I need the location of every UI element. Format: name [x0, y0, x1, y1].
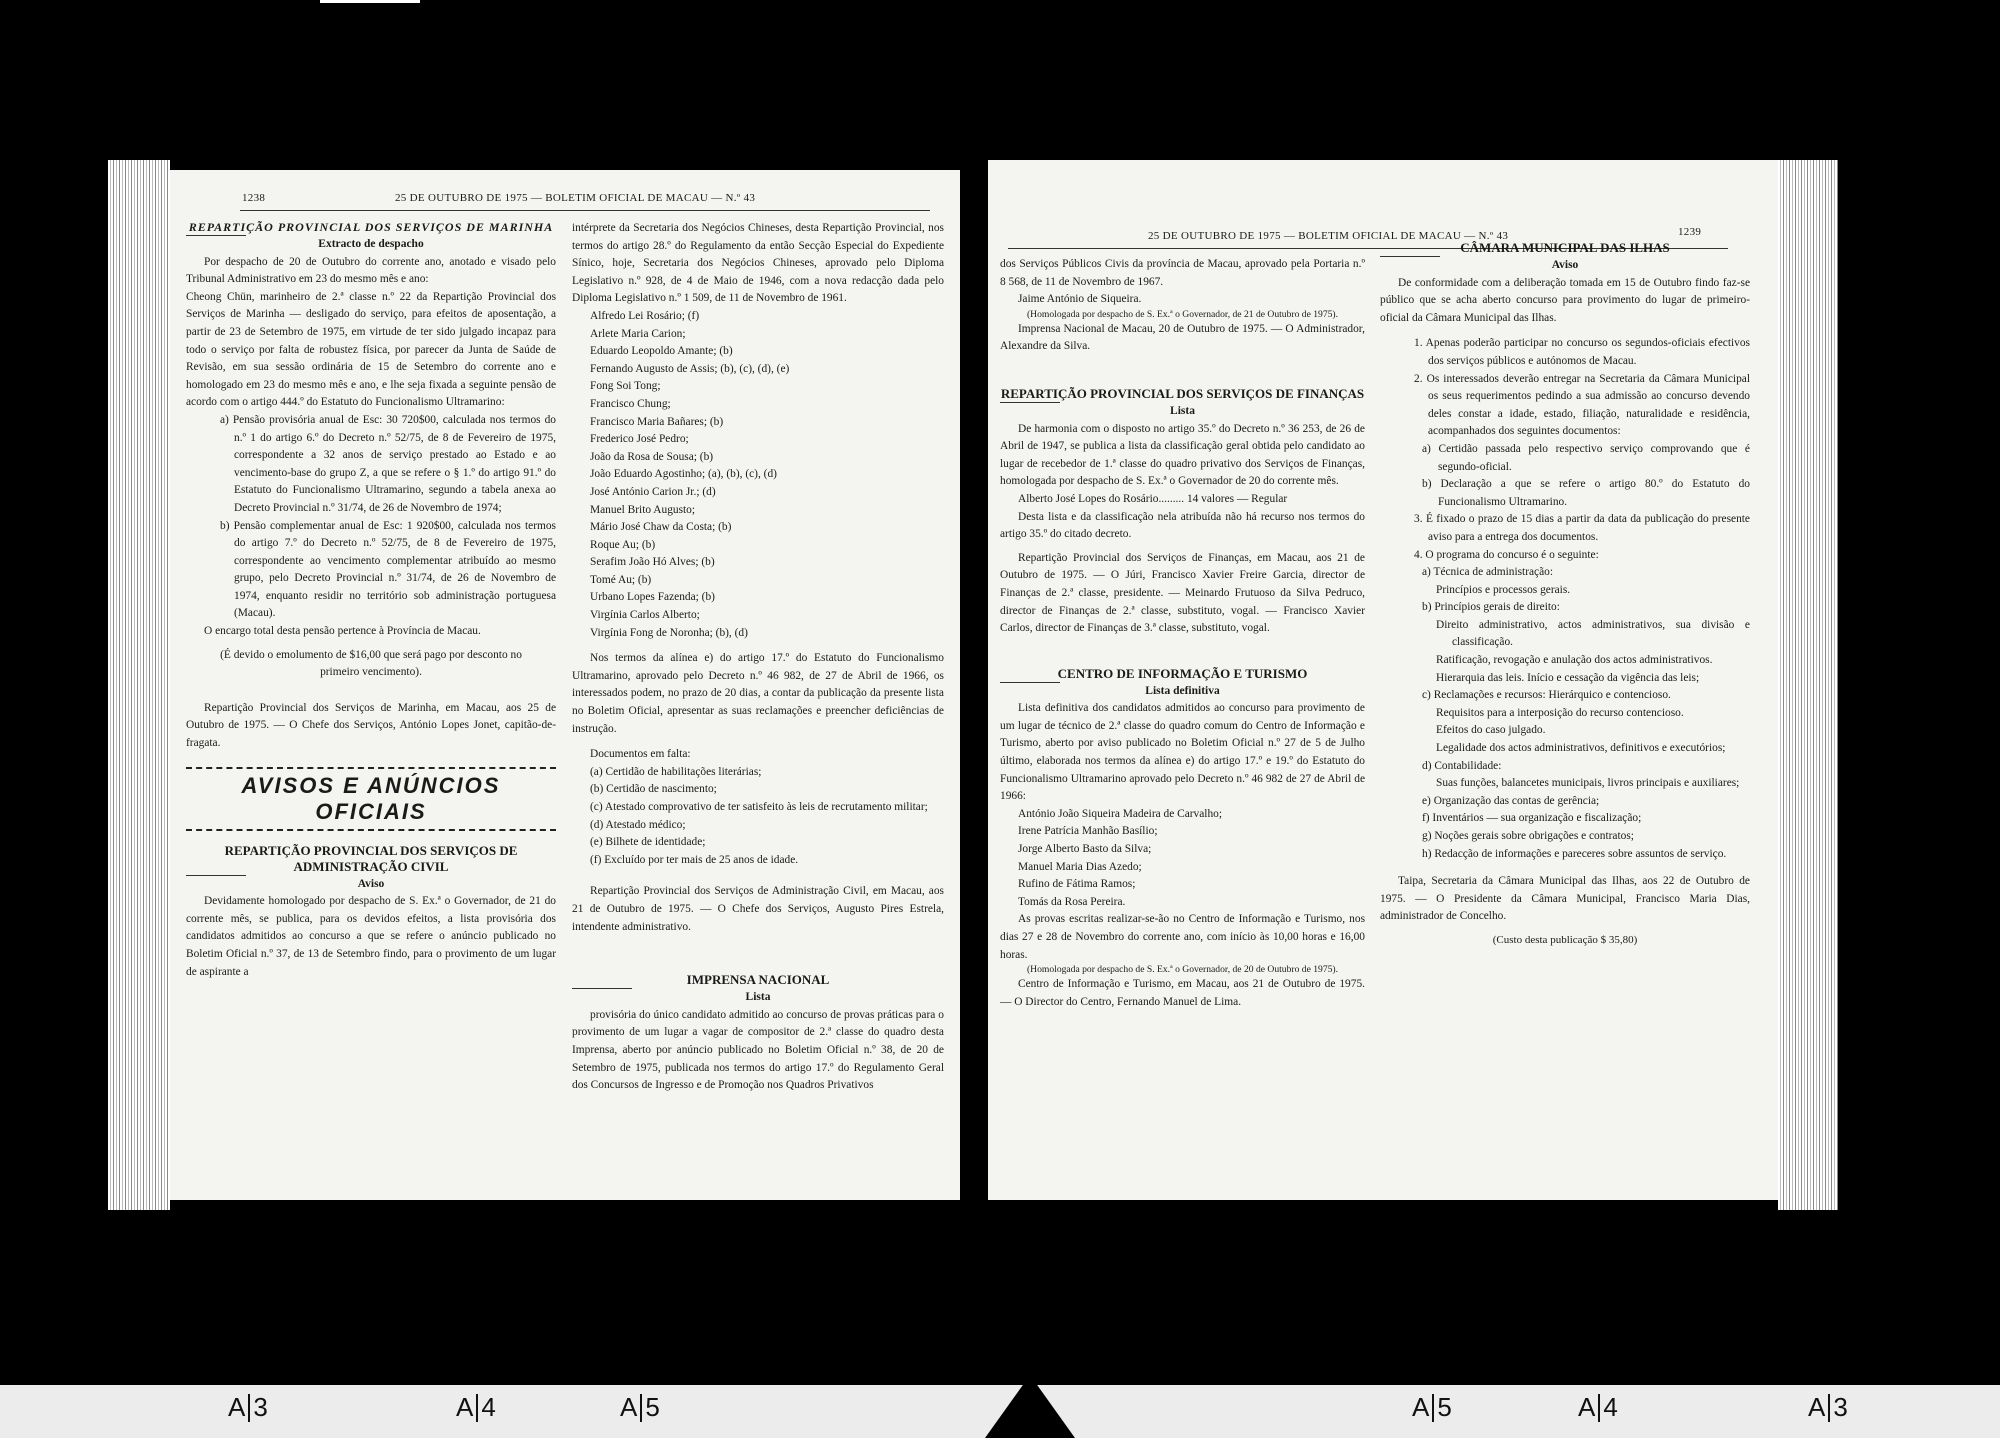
- list-item: (c) Atestado comprovativo de ter satisfeito às leis de recrutamento militar;: [590, 801, 928, 813]
- list-item: Serafim João Hó Alves; (b): [590, 556, 715, 569]
- paragraph: (É devido o emolumento de $16,00 que será pago por desconto no primeiro vencimento).: [220, 648, 522, 679]
- list-item: João da Rosa de Sousa; (b): [590, 450, 714, 463]
- paragraph: dos Serviços Públicos Civis da província de Macau, aprovado pela Portaria n.º 8 568, de 11 de Novembro de 1967.: [1000, 258, 1365, 288]
- list-item: a) Pensão provisória anual de Esc: 30 720$00, calculada nos termos do n.º 1 do artigo 6.º do Decreto n.º 52/75, de 8 de Fevereiro de 1975, correspondente a 32 anos de serviço prestado ao Estado e ao vencimento-base do grupo Z, a que se refere o § 1.º do artigo 91.º do Estatuto do Funcionalismo Ultramarino, segundo a tabela anexa ao Decreto Provincial n.º 31/74, de 26 de Novembro de 1974;: [220, 413, 556, 514]
- section-title: REPARTIÇÃO PROVINCIAL DOS SERVIÇOS DE FINANÇAS: [1000, 385, 1365, 401]
- list-item: Efeitos do caso julgado.: [1436, 724, 1546, 737]
- list-item: b) Declaração a que se refere o artigo 80.º do Estatuto do Funcionalismo Ultramarino.: [1422, 478, 1750, 508]
- list-item: Rufino de Fátima Ramos;: [1018, 878, 1136, 891]
- signature: Imprensa Nacional de Macau, 20 de Outubro de 1975. — O Administrador, Alexandre da Silva.: [1000, 322, 1365, 353]
- right-page: [988, 160, 1778, 1200]
- signature: Repartição Provincial dos Serviços de Marinha, em Macau, aos 25 de Outubro de 1975. — O Chefe dos Serviços, António Lopes Jonet, capitão-de-fragata.: [186, 701, 556, 750]
- list-item: Francisco Maria Bañares; (b): [590, 415, 724, 428]
- list-item: e) Organização das contas de gerência;: [1422, 794, 1600, 807]
- frame-marker: A 4: [456, 1392, 496, 1422]
- paragraph: O encargo total desta pensão pertence à Província de Macau.: [204, 625, 481, 638]
- paragraph: Cheong Chün, marinheiro de 2.ª classe n.º 22 da Repartição Provincial dos Serviços de Marinha — desligado do serviço, para efeitos de aposentação, a partir de 23 de Setembro de 1975, em virtude de ter sido julgado incapaz para todo o serviço por falta de robustez física, por parecer da Junta de Saúde de Revisão, em sua sessão ordinária de 15 de Setembro do corrente ano e homologado em 23 do mesmo mês e ano, e lhe seja fixada a seguinte pensão de acordo com o artigo 444.º do Estatuto do Funcionalismo Ultramarino:: [186, 290, 556, 409]
- paragraph: intérprete da Secretaria dos Negócios Chineses, desta Repartição Provincial, nos termos do artigo 28.º do Regulamento da então Secção Especial do Expediente Sínico, hoje, Secretaria dos Negócios Chineses, aprovado pelo Diploma Legislativo n.º 928, de 4 de Maio de 1946, com a nova redacção dada pelo Diploma Legislativo n.º 1 509, de 11 de Novembro de 1961.: [572, 222, 944, 305]
- section-title: CENTRO DE INFORMAÇÃO E TURISMO: [1057, 665, 1308, 681]
- page-number-left: 1238: [242, 192, 266, 204]
- right-column-2: [1380, 240, 1750, 950]
- paragraph: As provas escritas realizar-se-ão no Centro de Informação e Turismo, nos dias 27 e 28 de Novembro do corrente ano, com início às 10,00 horas e 16,00 horas.: [1000, 913, 1365, 961]
- list-item: Suas funções, balancetes municipais, livros principais e auxiliares;: [1436, 777, 1740, 790]
- frame-marker: A 3: [1808, 1392, 1848, 1422]
- list-item: (b) Certidão de nascimento;: [590, 783, 717, 796]
- list-item: José António Carion Jr.; (d): [590, 485, 716, 498]
- list-item: Princípios e processos gerais.: [1436, 583, 1571, 596]
- list-item: Tomé Au; (b): [590, 573, 652, 586]
- paragraph: De conformidade com a deliberação tomada em 15 de Outubro findo faz-se público que se acha aberto concurso para provimento do lugar de primeiro-oficial da Câmara Municipal das Ilhas.: [1380, 276, 1750, 324]
- right-page-edge: [1778, 160, 1838, 1210]
- header-rule: [240, 210, 930, 211]
- frame-marker: A 5: [620, 1392, 660, 1422]
- list-item: Tomás da Rosa Pereira.: [1018, 895, 1126, 908]
- list-item: Arlete Maria Carion;: [590, 327, 686, 340]
- binding-hole: [966, 590, 982, 606]
- paragraph: Lista definitiva dos candidatos admitidos ao concurso para provimento de um lugar de técnico de 2.ª classe do quadro comum do Centro de Informação e Turismo, aberto por aviso publicado no Boletim Oficial n.º 27 de 5 de Julho último, elaborada nos termos da alínea e) do artigo 17.º e 19.º do Estatuto do Funcionalismo Ultramarino aprovado pelo Decreto n.º 46 982 de 27 de Abril de 1966:: [1000, 702, 1365, 803]
- section-subtitle: Aviso: [357, 877, 385, 890]
- left-page-edge: [108, 160, 170, 1210]
- spine-shadow: [985, 1375, 1075, 1438]
- name: Jaime António de Siqueira.: [1018, 293, 1142, 306]
- left-page: [170, 170, 960, 1200]
- paragraph: Nos termos da alínea e) do artigo 17.º do Estatuto do Funcionalismo Ultramarino, aprovado pelo Decreto n.º 46 982, de 27 de Abril de 1966, os interessados podem, no prazo de 20 dias, a contar da publicação da presente lista no Boletim Oficial, apresentar as suas reclamações e preencher deficiências de instrução.: [572, 652, 944, 735]
- list-item: Frederico José Pedro;: [590, 433, 689, 446]
- signature: Taipa, Secretaria da Câmara Municipal das Ilhas, aos 22 de Outubro de 1975. — O Presidente da Câmara Municipal, Francisco Maria Dias, administrador de Concelho.: [1380, 875, 1750, 923]
- list-item: d) Contabilidade:: [1422, 759, 1502, 772]
- list-item: João Eduardo Agostinho; (a), (b), (c), (d): [590, 468, 777, 481]
- section-title: IMPRENSA NACIONAL: [686, 972, 830, 988]
- note: (Homologada por despacho de S. Ex.ª o Governador, de 21 de Outubro de 1975).: [1026, 308, 1339, 320]
- list-item: Mário José Chaw da Costa; (b): [590, 521, 732, 534]
- section-subtitle: Lista: [1170, 404, 1195, 417]
- left-column-2: [572, 220, 944, 1095]
- list-item: 4. O programa do concurso é o seguinte:: [1414, 548, 1599, 561]
- section-title: CÂMARA MUNICIPAL DAS ILHAS: [1460, 240, 1670, 255]
- paragraph: De harmonia com o disposto no artigo 35.º do Decreto n.º 36 253, de 26 de Abril de 1947, se publica a lista da classificação geral obtida pelo candidato ao lugar de recebedor de 1.ª classe do quadro privativo dos Serviços de Finanças, homologada por despacho de S. Ex.ª o Governador de 20 do corrente mês.: [1000, 422, 1365, 488]
- paragraph: provisória do único candidato admitido ao concurso de provas práticas para o provimento de um lugar a vagar de compositor de 2.ª classe do quadro desta Imprensa, aberto por anúncio publicado no Boletim Oficial n.º 38, de 20 de Setembro de 1975, publicada nos termos do artigo 17.º do Regulamento Geral dos Concursos de Ingresso e de Promoção nos Quadros Privativos: [572, 1008, 944, 1092]
- frame-marker: A 3: [228, 1392, 268, 1422]
- dash-rule: [186, 829, 556, 831]
- list-item: (f) Excluído por ter mais de 25 anos de idade.: [590, 853, 799, 866]
- list-item: f) Inventários — sua organização e fiscalização;: [1422, 812, 1642, 825]
- list-item: Urbano Lopes Fazenda; (b): [590, 591, 715, 604]
- page-number-right: 1239: [1678, 226, 1702, 238]
- list-item: Manuel Brito Augusto;: [590, 503, 696, 516]
- section-subtitle: Lista: [745, 991, 771, 1004]
- paragraph: Desta lista e da classificação nela atribuída não há recurso nos termos do artigo 35.º do citado decreto.: [1000, 510, 1365, 541]
- list-item: (d) Atestado médico;: [590, 818, 686, 831]
- list-item: Fernando Augusto de Assis; (b), (c), (d), (e): [590, 362, 790, 375]
- list-item: Manuel Maria Dias Azedo;: [1018, 860, 1142, 873]
- list-item: b) Princípios gerais de direito:: [1422, 601, 1560, 614]
- list-item: Ratificação, revogação e anulação dos actos administrativos.: [1436, 654, 1713, 667]
- section-title: REPARTIÇÃO PROVINCIAL DOS SERVIÇOS DE ADMINISTRAÇÃO CIVIL: [224, 842, 518, 874]
- docs-list: [572, 764, 944, 870]
- binding-hole: [966, 245, 982, 261]
- frame-marker: A 5: [1412, 1392, 1452, 1422]
- running-head-left: 25 DE OUTUBRO DE 1975 — BOLETIM OFICIAL DE MACAU — N.º 43: [395, 192, 756, 204]
- candidate-list: [1000, 806, 1365, 912]
- list-item: g) Noções gerais sobre obrigações e contratos;: [1422, 830, 1634, 842]
- binding-hole: [966, 890, 982, 906]
- signature: Centro de Informação e Turismo, em Macau, aos 21 de Outubro de 1975. — O Director do Centro, Fernando Manuel de Lima.: [1000, 978, 1365, 1008]
- list-item: Requisitos para a interposição do recurso contencioso.: [1436, 706, 1684, 719]
- list-item: Legalidade dos actos administrativos, definitivos e executórios;: [1436, 742, 1726, 755]
- list-item: 3. É fixado o prazo de 15 dias a partir da data da publicação do presente aviso para a entrega dos documentos.: [1414, 513, 1750, 543]
- list-item: Francisco Chung;: [590, 397, 671, 410]
- list-item: 1. Apenas poderão participar no concurso os segundos-oficiais efectivos dos serviços públicos e autónomos de Macau.: [1414, 337, 1750, 367]
- list-item: Fong Soi Tong;: [590, 380, 661, 393]
- list-item: Eduardo Leopoldo Amante; (b): [590, 345, 733, 358]
- film-scratch: [320, 0, 420, 3]
- docs-title: Documentos em falta:: [590, 748, 691, 761]
- list-item: Irene Patrícia Manhão Basílio;: [1018, 825, 1158, 838]
- signature: Repartição Provincial dos Serviços de Finanças, em Macau, aos 21 de Outubro de 1975. — O Júri, Francisco Xavier Freire Garcia, director de Finanças de 2.ª classe, presidente. — Meinardo Frutuoso da Silva Pedruco, director de Finanças de 2.ª classe, substituto, vogal. — Francisco Xavier Carlos, director de Finanças de 3.ª classe, substituto, vogal.: [1000, 551, 1365, 635]
- section-title: REPARTIÇÃO PROVINCIAL DOS SERVIÇOS DE MARINHA: [188, 220, 554, 234]
- list-item: Roque Au; (b): [590, 538, 656, 551]
- paragraph: Devidamente homologado por despacho de S. Ex.ª o Governador, de 21 do corrente mês, se publica, para os devidos efeitos, a lista provisória dos candidatos admitidos ao concurso a que se refere o anúncio publicado no Boletim Oficial n.º 37, de 13 de Setembro findo, para o provimento de um lugar de aspirante a: [186, 895, 556, 978]
- paragraph: Alberto José Lopes do Rosário......... 14 valores — Regular: [1018, 492, 1288, 505]
- frame-marker: A 4: [1578, 1392, 1618, 1422]
- list-item: a) Técnica de administração:: [1422, 566, 1554, 579]
- section-subtitle: Lista definitiva: [1145, 684, 1220, 697]
- section-subtitle: Extracto de despacho: [318, 238, 424, 250]
- list-item: (e) Bilhete de identidade;: [590, 836, 706, 849]
- list-item: h) Redacção de informações e pareceres sobre assuntos de serviço.: [1422, 847, 1727, 860]
- paragraph: Por despacho de 20 de Outubro do corrente ano, anotado e visado pelo Tribunal Administrativo em 23 do mesmo mês e ano:: [186, 255, 556, 286]
- section-subtitle: Aviso: [1551, 259, 1579, 271]
- note: (Homologada por despacho de S. Ex.ª o Governador, de 20 de Outubro de 1975).: [1026, 964, 1339, 976]
- list-item: c) Reclamações e recursos: Hierárquico e contencioso.: [1422, 689, 1671, 702]
- dash-rule: [186, 767, 556, 769]
- running-head-right: 25 DE OUTUBRO DE 1975 — BOLETIM OFICIAL DE MACAU — N.º 43: [1148, 230, 1509, 242]
- publication-cost: (Custo desta publicação $ 35,80): [1492, 933, 1638, 946]
- candidate-list: [572, 308, 944, 642]
- list-item: a) Certidão passada pelo respectivo serviço comprovando que é segundo-oficial.: [1422, 442, 1750, 473]
- right-column-1: [1000, 256, 1365, 1011]
- list-item: Virgínia Carlos Alberto;: [590, 609, 700, 622]
- list-item: 2. Os interessados deverão entregar na Secretaria da Câmara Municipal os seus requerimentos pedindo a sua admissão ao concurso devendo deles constar a idade, estado, filiação, naturalidade e residência, acompanhados dos seguintes documentos:: [1414, 372, 1750, 438]
- list-item: Virgínia Fong de Noronha; (b), (d): [590, 626, 748, 639]
- list-item: b) Pensão complementar anual de Esc: 1 920$00, calculada nos termos do artigo 7.º do Decreto n.º 52/75, de 8 de Fevereiro de 1975, correspondente ao vencimento complementar atribuído ao mesmo grupo, pelo Decreto Provincial n.º 31/74, de 26 de Novembro de 1974, enquanto residir no território sob administração portuguesa (Macau).: [220, 519, 556, 620]
- list-item: Jorge Alberto Basto da Silva;: [1018, 843, 1152, 856]
- left-column-1: [186, 220, 556, 981]
- list-item: (a) Certidão de habilitações literárias;: [590, 765, 762, 778]
- list-item: António João Siqueira Madeira de Carvalho;: [1018, 807, 1223, 820]
- list-item: Direito administrativo, actos administrativos, sua divisão e classificação.: [1436, 618, 1750, 649]
- banner-title: AVISOS E ANÚNCIOS OFICIAIS: [241, 772, 501, 824]
- book-binding: [960, 160, 988, 1210]
- list-item: Hierarquia das leis. Início e cessação da vigência das leis;: [1436, 671, 1700, 684]
- signature: Repartição Provincial dos Serviços de Administração Civil, em Macau, aos 21 de Outubro de 1975. — O Chefe dos Serviços, Augusto Pires Estrela, intendente administrativo.: [572, 885, 944, 933]
- list-item: Alfredo Lei Rosário; (f): [590, 309, 700, 322]
